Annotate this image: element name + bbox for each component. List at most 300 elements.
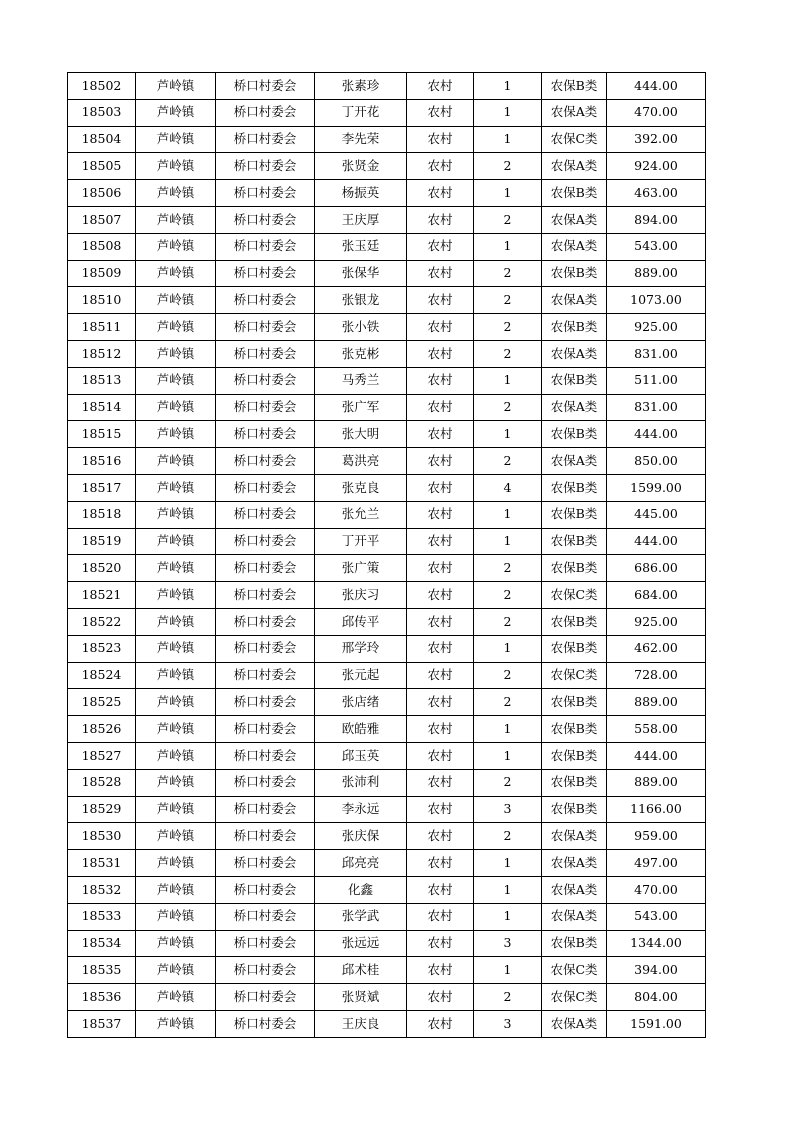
village-committee-cell: 桥口村委会: [216, 957, 315, 984]
table-row: [68, 287, 706, 314]
amount-cell: 894.00: [607, 206, 706, 233]
town-cell: 芦岭镇: [136, 742, 216, 769]
insurance-category-cell: 农保B类: [542, 796, 607, 823]
area-type-cell: 农村: [407, 528, 474, 555]
village-committee-cell: 桥口村委会: [216, 796, 315, 823]
insurance-category-cell: 农保A类: [542, 233, 607, 260]
town-cell: 芦岭镇: [136, 340, 216, 367]
person-name-cell: 张素珍: [315, 73, 407, 100]
town-cell: 芦岭镇: [136, 126, 216, 153]
area-type-cell: 农村: [407, 742, 474, 769]
table-row: [68, 474, 706, 501]
record-id-cell: 18534: [68, 930, 136, 957]
household-count-cell: 3: [474, 796, 542, 823]
person-name-cell: 张玉廷: [315, 233, 407, 260]
area-type-cell: 农村: [407, 287, 474, 314]
table-row: [68, 180, 706, 207]
person-name-cell: 丁开花: [315, 99, 407, 126]
insurance-category-cell: 农保B类: [542, 635, 607, 662]
amount-cell: 728.00: [607, 662, 706, 689]
person-name-cell: 张贤斌: [315, 984, 407, 1011]
person-name-cell: 邱亮亮: [315, 850, 407, 877]
person-name-cell: 张庆保: [315, 823, 407, 850]
village-committee-cell: 桥口村委会: [216, 608, 315, 635]
record-id-cell: 18514: [68, 394, 136, 421]
record-id-cell: 18506: [68, 180, 136, 207]
town-cell: 芦岭镇: [136, 180, 216, 207]
record-id-cell: 18515: [68, 421, 136, 448]
household-count-cell: 1: [474, 716, 542, 743]
town-cell: 芦岭镇: [136, 984, 216, 1011]
area-type-cell: 农村: [407, 555, 474, 582]
amount-cell: 470.00: [607, 99, 706, 126]
village-committee-cell: 桥口村委会: [216, 501, 315, 528]
area-type-cell: 农村: [407, 903, 474, 930]
town-cell: 芦岭镇: [136, 823, 216, 850]
record-id-cell: 18518: [68, 501, 136, 528]
table-row: [68, 984, 706, 1011]
town-cell: 芦岭镇: [136, 314, 216, 341]
amount-cell: 444.00: [607, 742, 706, 769]
person-name-cell: 张允兰: [315, 501, 407, 528]
amount-cell: 684.00: [607, 582, 706, 609]
household-count-cell: 1: [474, 367, 542, 394]
insurance-category-cell: 农保B类: [542, 367, 607, 394]
household-count-cell: 1: [474, 903, 542, 930]
table-row: [68, 716, 706, 743]
insurance-category-cell: 农保B类: [542, 474, 607, 501]
area-type-cell: 农村: [407, 394, 474, 421]
insurance-category-cell: 农保A类: [542, 448, 607, 475]
amount-cell: 1599.00: [607, 474, 706, 501]
table-row: [68, 367, 706, 394]
village-committee-cell: 桥口村委会: [216, 555, 315, 582]
village-committee-cell: 桥口村委会: [216, 287, 315, 314]
person-name-cell: 张大明: [315, 421, 407, 448]
household-count-cell: 2: [474, 153, 542, 180]
insurance-category-cell: 农保A类: [542, 903, 607, 930]
village-committee-cell: 桥口村委会: [216, 126, 315, 153]
household-count-cell: 2: [474, 260, 542, 287]
person-name-cell: 张保华: [315, 260, 407, 287]
person-name-cell: 杨振英: [315, 180, 407, 207]
record-id-cell: 18522: [68, 608, 136, 635]
amount-cell: 394.00: [607, 957, 706, 984]
town-cell: 芦岭镇: [136, 582, 216, 609]
area-type-cell: 农村: [407, 876, 474, 903]
town-cell: 芦岭镇: [136, 876, 216, 903]
household-count-cell: 1: [474, 742, 542, 769]
record-id-cell: 18520: [68, 555, 136, 582]
village-committee-cell: 桥口村委会: [216, 314, 315, 341]
amount-cell: 444.00: [607, 421, 706, 448]
village-committee-cell: 桥口村委会: [216, 206, 315, 233]
town-cell: 芦岭镇: [136, 957, 216, 984]
town-cell: 芦岭镇: [136, 796, 216, 823]
person-name-cell: 张克彬: [315, 340, 407, 367]
area-type-cell: 农村: [407, 984, 474, 1011]
area-type-cell: 农村: [407, 314, 474, 341]
amount-cell: 1073.00: [607, 287, 706, 314]
person-name-cell: 丁开平: [315, 528, 407, 555]
record-id-cell: 18513: [68, 367, 136, 394]
household-count-cell: 2: [474, 984, 542, 1011]
village-committee-cell: 桥口村委会: [216, 689, 315, 716]
area-type-cell: 农村: [407, 206, 474, 233]
village-committee-cell: 桥口村委会: [216, 742, 315, 769]
person-name-cell: 王庆良: [315, 1010, 407, 1037]
person-name-cell: 欧皓雅: [315, 716, 407, 743]
person-name-cell: 张学武: [315, 903, 407, 930]
insurance-category-cell: 农保C类: [542, 126, 607, 153]
household-count-cell: 1: [474, 850, 542, 877]
table-row: [68, 73, 706, 100]
village-committee-cell: 桥口村委会: [216, 448, 315, 475]
village-committee-cell: 桥口村委会: [216, 876, 315, 903]
village-committee-cell: 桥口村委会: [216, 823, 315, 850]
area-type-cell: 农村: [407, 662, 474, 689]
town-cell: 芦岭镇: [136, 662, 216, 689]
person-name-cell: 张小铁: [315, 314, 407, 341]
record-id-cell: 18526: [68, 716, 136, 743]
area-type-cell: 农村: [407, 367, 474, 394]
household-count-cell: 2: [474, 608, 542, 635]
amount-cell: 1166.00: [607, 796, 706, 823]
household-count-cell: 1: [474, 957, 542, 984]
amount-cell: 959.00: [607, 823, 706, 850]
amount-cell: 543.00: [607, 903, 706, 930]
amount-cell: 804.00: [607, 984, 706, 1011]
amount-cell: 392.00: [607, 126, 706, 153]
area-type-cell: 农村: [407, 582, 474, 609]
insurance-category-cell: 农保B类: [542, 608, 607, 635]
area-type-cell: 农村: [407, 233, 474, 260]
insurance-category-cell: 农保A类: [542, 394, 607, 421]
area-type-cell: 农村: [407, 73, 474, 100]
record-id-cell: 18508: [68, 233, 136, 260]
area-type-cell: 农村: [407, 153, 474, 180]
records-table-body: [68, 73, 706, 1038]
record-id-cell: 18528: [68, 769, 136, 796]
household-count-cell: 2: [474, 394, 542, 421]
amount-cell: 850.00: [607, 448, 706, 475]
table-row: [68, 608, 706, 635]
record-id-cell: 18527: [68, 742, 136, 769]
person-name-cell: 邱术桂: [315, 957, 407, 984]
village-committee-cell: 桥口村委会: [216, 340, 315, 367]
table-row: [68, 206, 706, 233]
household-count-cell: 3: [474, 1010, 542, 1037]
record-id-cell: 18502: [68, 73, 136, 100]
amount-cell: 686.00: [607, 555, 706, 582]
area-type-cell: 农村: [407, 340, 474, 367]
town-cell: 芦岭镇: [136, 206, 216, 233]
person-name-cell: 化鑫: [315, 876, 407, 903]
record-id-cell: 18517: [68, 474, 136, 501]
village-committee-cell: 桥口村委会: [216, 984, 315, 1011]
insurance-category-cell: 农保A类: [542, 1010, 607, 1037]
insurance-category-cell: 农保A类: [542, 876, 607, 903]
table-row: [68, 448, 706, 475]
household-count-cell: 1: [474, 876, 542, 903]
area-type-cell: 农村: [407, 474, 474, 501]
household-count-cell: 1: [474, 635, 542, 662]
area-type-cell: 农村: [407, 421, 474, 448]
village-committee-cell: 桥口村委会: [216, 394, 315, 421]
village-committee-cell: 桥口村委会: [216, 260, 315, 287]
insurance-category-cell: 农保B类: [542, 716, 607, 743]
insurance-category-cell: 农保C类: [542, 957, 607, 984]
town-cell: 芦岭镇: [136, 716, 216, 743]
amount-cell: 558.00: [607, 716, 706, 743]
village-committee-cell: 桥口村委会: [216, 474, 315, 501]
town-cell: 芦岭镇: [136, 850, 216, 877]
insurance-category-cell: 农保B类: [542, 180, 607, 207]
amount-cell: 543.00: [607, 233, 706, 260]
town-cell: 芦岭镇: [136, 501, 216, 528]
insurance-category-cell: 农保A类: [542, 340, 607, 367]
town-cell: 芦岭镇: [136, 528, 216, 555]
person-name-cell: 张广策: [315, 555, 407, 582]
area-type-cell: 农村: [407, 635, 474, 662]
household-count-cell: 1: [474, 233, 542, 260]
area-type-cell: 农村: [407, 126, 474, 153]
household-count-cell: 1: [474, 73, 542, 100]
household-count-cell: 2: [474, 769, 542, 796]
household-count-cell: 2: [474, 662, 542, 689]
town-cell: 芦岭镇: [136, 689, 216, 716]
town-cell: 芦岭镇: [136, 769, 216, 796]
household-count-cell: 4: [474, 474, 542, 501]
household-count-cell: 1: [474, 421, 542, 448]
amount-cell: 924.00: [607, 153, 706, 180]
insurance-category-cell: 农保A类: [542, 99, 607, 126]
household-count-cell: 1: [474, 501, 542, 528]
town-cell: 芦岭镇: [136, 260, 216, 287]
table-row: [68, 662, 706, 689]
household-count-cell: 2: [474, 448, 542, 475]
person-name-cell: 李永远: [315, 796, 407, 823]
record-id-cell: 18521: [68, 582, 136, 609]
person-name-cell: 张克良: [315, 474, 407, 501]
table-row: [68, 1010, 706, 1037]
area-type-cell: 农村: [407, 448, 474, 475]
household-count-cell: 1: [474, 126, 542, 153]
table-row: [68, 689, 706, 716]
household-count-cell: 2: [474, 314, 542, 341]
town-cell: 芦岭镇: [136, 608, 216, 635]
table-row: [68, 260, 706, 287]
household-count-cell: 1: [474, 180, 542, 207]
table-row: [68, 582, 706, 609]
amount-cell: 445.00: [607, 501, 706, 528]
table-row: [68, 394, 706, 421]
town-cell: 芦岭镇: [136, 73, 216, 100]
household-count-cell: 2: [474, 823, 542, 850]
table-row: [68, 340, 706, 367]
record-id-cell: 18533: [68, 903, 136, 930]
insurance-category-cell: 农保C类: [542, 582, 607, 609]
table-row: [68, 903, 706, 930]
village-committee-cell: 桥口村委会: [216, 421, 315, 448]
village-committee-cell: 桥口村委会: [216, 367, 315, 394]
record-id-cell: 18531: [68, 850, 136, 877]
village-committee-cell: 桥口村委会: [216, 1010, 315, 1037]
area-type-cell: 农村: [407, 823, 474, 850]
town-cell: 芦岭镇: [136, 153, 216, 180]
table-row: [68, 153, 706, 180]
town-cell: 芦岭镇: [136, 99, 216, 126]
table-row: [68, 850, 706, 877]
village-committee-cell: 桥口村委会: [216, 582, 315, 609]
town-cell: 芦岭镇: [136, 555, 216, 582]
insurance-category-cell: 农保B类: [542, 260, 607, 287]
household-count-cell: 2: [474, 689, 542, 716]
amount-cell: 831.00: [607, 340, 706, 367]
table-row: [68, 126, 706, 153]
town-cell: 芦岭镇: [136, 233, 216, 260]
person-name-cell: 张贤金: [315, 153, 407, 180]
village-committee-cell: 桥口村委会: [216, 635, 315, 662]
insurance-category-cell: 农保B类: [542, 421, 607, 448]
area-type-cell: 农村: [407, 957, 474, 984]
table-row: [68, 314, 706, 341]
village-committee-cell: 桥口村委会: [216, 73, 315, 100]
area-type-cell: 农村: [407, 260, 474, 287]
table-row: [68, 99, 706, 126]
record-id-cell: 18510: [68, 287, 136, 314]
record-id-cell: 18507: [68, 206, 136, 233]
person-name-cell: 张沛利: [315, 769, 407, 796]
village-committee-cell: 桥口村委会: [216, 662, 315, 689]
area-type-cell: 农村: [407, 716, 474, 743]
record-id-cell: 18530: [68, 823, 136, 850]
area-type-cell: 农村: [407, 608, 474, 635]
table-row: [68, 555, 706, 582]
amount-cell: 470.00: [607, 876, 706, 903]
record-id-cell: 18504: [68, 126, 136, 153]
town-cell: 芦岭镇: [136, 421, 216, 448]
household-count-cell: 2: [474, 340, 542, 367]
insurance-category-cell: 农保B类: [542, 314, 607, 341]
insurance-category-cell: 农保A类: [542, 287, 607, 314]
insurance-category-cell: 农保B类: [542, 769, 607, 796]
person-name-cell: 张银龙: [315, 287, 407, 314]
record-id-cell: 18503: [68, 99, 136, 126]
person-name-cell: 葛洪亮: [315, 448, 407, 475]
amount-cell: 444.00: [607, 73, 706, 100]
town-cell: 芦岭镇: [136, 930, 216, 957]
amount-cell: 511.00: [607, 367, 706, 394]
table-row: [68, 742, 706, 769]
table-row: [68, 769, 706, 796]
amount-cell: 1591.00: [607, 1010, 706, 1037]
table-row: [68, 501, 706, 528]
insurance-category-cell: 农保B类: [542, 555, 607, 582]
record-id-cell: 18519: [68, 528, 136, 555]
person-name-cell: 王庆厚: [315, 206, 407, 233]
record-id-cell: 18536: [68, 984, 136, 1011]
household-count-cell: 2: [474, 206, 542, 233]
village-committee-cell: 桥口村委会: [216, 850, 315, 877]
insurance-category-cell: 农保B类: [542, 930, 607, 957]
village-committee-cell: 桥口村委会: [216, 528, 315, 555]
record-id-cell: 18505: [68, 153, 136, 180]
table-row: [68, 421, 706, 448]
town-cell: 芦岭镇: [136, 903, 216, 930]
town-cell: 芦岭镇: [136, 474, 216, 501]
amount-cell: 463.00: [607, 180, 706, 207]
record-id-cell: 18509: [68, 260, 136, 287]
town-cell: 芦岭镇: [136, 367, 216, 394]
insurance-category-cell: 农保A类: [542, 850, 607, 877]
household-count-cell: 1: [474, 528, 542, 555]
insurance-category-cell: 农保A类: [542, 206, 607, 233]
area-type-cell: 农村: [407, 99, 474, 126]
amount-cell: 462.00: [607, 635, 706, 662]
area-type-cell: 农村: [407, 180, 474, 207]
person-name-cell: 张广军: [315, 394, 407, 421]
area-type-cell: 农村: [407, 1010, 474, 1037]
table-row: [68, 635, 706, 662]
village-committee-cell: 桥口村委会: [216, 99, 315, 126]
insurance-category-cell: 农保A类: [542, 153, 607, 180]
record-id-cell: 18516: [68, 448, 136, 475]
insurance-category-cell: 农保B类: [542, 501, 607, 528]
insurance-category-cell: 农保B类: [542, 742, 607, 769]
village-committee-cell: 桥口村委会: [216, 903, 315, 930]
person-name-cell: 邱玉英: [315, 742, 407, 769]
person-name-cell: 张元起: [315, 662, 407, 689]
record-id-cell: 18537: [68, 1010, 136, 1037]
town-cell: 芦岭镇: [136, 635, 216, 662]
village-committee-cell: 桥口村委会: [216, 233, 315, 260]
insurance-category-cell: 农保C类: [542, 984, 607, 1011]
person-name-cell: 邱传平: [315, 608, 407, 635]
record-id-cell: 18532: [68, 876, 136, 903]
amount-cell: 444.00: [607, 528, 706, 555]
area-type-cell: 农村: [407, 930, 474, 957]
person-name-cell: 张店绪: [315, 689, 407, 716]
area-type-cell: 农村: [407, 850, 474, 877]
table-row: [68, 876, 706, 903]
person-name-cell: 李先荣: [315, 126, 407, 153]
area-type-cell: 农村: [407, 689, 474, 716]
area-type-cell: 农村: [407, 769, 474, 796]
table-row: [68, 823, 706, 850]
village-committee-cell: 桥口村委会: [216, 180, 315, 207]
table-row: [68, 930, 706, 957]
household-count-cell: 2: [474, 555, 542, 582]
village-committee-cell: 桥口村委会: [216, 153, 315, 180]
amount-cell: 497.00: [607, 850, 706, 877]
person-name-cell: 邢学玲: [315, 635, 407, 662]
town-cell: 芦岭镇: [136, 448, 216, 475]
table-row: [68, 796, 706, 823]
household-count-cell: 1: [474, 99, 542, 126]
village-committee-cell: 桥口村委会: [216, 930, 315, 957]
household-count-cell: 2: [474, 582, 542, 609]
person-name-cell: 马秀兰: [315, 367, 407, 394]
person-name-cell: 张远远: [315, 930, 407, 957]
village-committee-cell: 桥口村委会: [216, 716, 315, 743]
person-name-cell: 张庆习: [315, 582, 407, 609]
record-id-cell: 18525: [68, 689, 136, 716]
insurance-category-cell: 农保B类: [542, 528, 607, 555]
amount-cell: 831.00: [607, 394, 706, 421]
village-committee-cell: 桥口村委会: [216, 769, 315, 796]
record-id-cell: 18535: [68, 957, 136, 984]
